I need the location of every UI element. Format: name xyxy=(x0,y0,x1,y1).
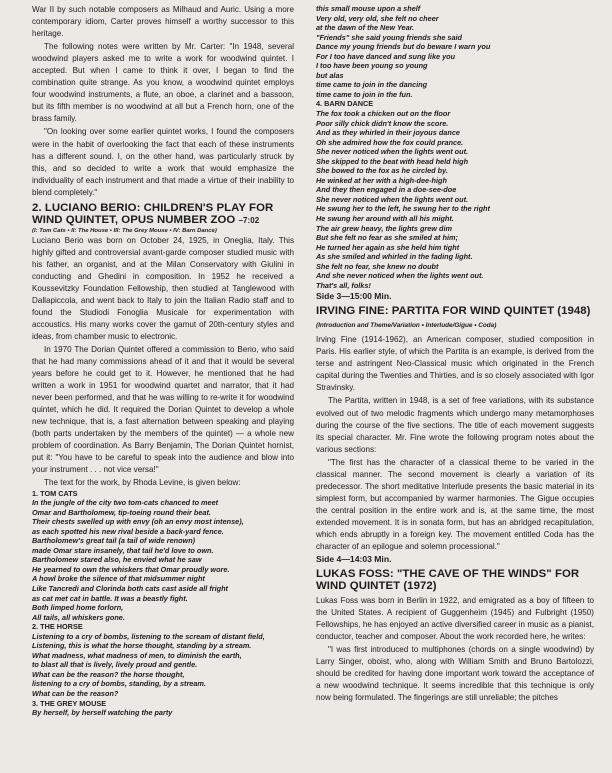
poem-line: as each spotted his new rival beside a back-yard fence. xyxy=(32,526,224,536)
poem-line: And as they whirled in their joyous dance xyxy=(316,128,460,138)
poem-line: She never noticed when the lights went out. xyxy=(316,147,469,157)
poem-line: He yearned to own the whiskers that Omar proudly wore. xyxy=(32,564,230,574)
heading-fine xyxy=(316,305,594,332)
poem-line: "Friends" she said young friends she said xyxy=(316,32,463,42)
paragraph-foss-quote: "I was first introduced to multiphones (chords on a single woodwind) by Larry Singer, oboist, who, along with William Smith and Bruno Bartolozzi, should be credited for having done important work toward the acceptance of a new woodwind technique. It seems incredible that this technique is only now being formulated. The fingerings are still unreliable; the pitches xyxy=(316,645,594,703)
poem-line: to blast all that is lively, lively proud and gentle. xyxy=(32,660,198,670)
poem-line: By herself, by herself watching the party xyxy=(32,708,173,718)
paragraph-berio-1970: In 1970 The Dorian Quintet offered a commission to Berio, who said that he had many commissions ahead of it and that it would be several years before he could get to it. However, he mentioned that he had written a work in 1951 for woodwind quartet and narrator, that it had never been performed, and that he was willing to re-write it for woodwind quintet, which he did. It required the Dorian Quintet to develop a whole new technique, that is, a fast alternation between speaking and playing (both parts undertaken by the members of the quintet) — a whole new problem of coordination. As Barry Benjamin, The Dorian Quintet hornist, put it: "You have to be careful to speak into the audience and blow into your instrument . . . not vice versa!" xyxy=(32,344,294,475)
side-3-label: Side 3—15:00 Min. xyxy=(316,291,392,302)
poem-line: as cat met cat in battle. It was a beastly fight. xyxy=(32,593,188,603)
poem-line: Like Tancredi and Clorinda both cats cast aside all fright xyxy=(32,584,228,594)
poem-line: Oh she admired how the fox could prance. xyxy=(316,137,464,147)
poem-line: Both limped home forlorn, xyxy=(32,603,124,613)
poem-line: She felt no fear, she knew no doubt xyxy=(316,261,439,271)
movements-berio: (I: Tom Cats • II: The House • III: The Grey Mouse • IV: Barn Dance) xyxy=(32,227,217,234)
left-column xyxy=(32,4,294,718)
poem-line: Their chests swelled up with envy (oh an envy most intense), xyxy=(32,517,244,527)
poem-line: Dance my young friends but do beware I warn you xyxy=(316,42,491,52)
paragraph-foss-born: Lukas Foss was born in Berlin in 1922, and emigrated as a boy of fifteen to the United States. A recipient of Guggenheim (1945) and Fulbright (1950) Fellowships, he has enjoyed an active diversified career in music as a pianist, conductor, teacher and composer. About the work recorded here, he writes: xyxy=(316,595,594,642)
poem-line: Bartholomew's great tail (a tail of wide renown) xyxy=(32,536,196,546)
poem-line: In the jungle of the city two tom-cats chanced to meet xyxy=(32,498,219,508)
poem-section-heading: 1. TOM CATS xyxy=(32,488,78,498)
poem-line: And she never noticed when the lights went out. xyxy=(316,271,484,281)
poem-line: Listening to a cry of bombs, listening to the scream of distant field, xyxy=(32,631,265,641)
poem-line: Poor silly chick didn't know the score. xyxy=(316,118,449,128)
poem-text-left xyxy=(32,489,294,718)
poem-line: Very old, very old, she felt no cheer xyxy=(316,13,439,23)
paragraph-berio-born: Luciano Berio was born on October 24, 1925, in Oneglia, Italy. This highly gifted and controversial avant-garde composer studied music with his father, an organist, and at the Milan Conservatory with Giulini in conducting and Ghedini in composition. In 1952 he received a Koussevitzky Foundation Fellowship, then studied at Tanglewood with Dallapiccola, and went back to Italy to join the Italian Radio staff and to found the Studiodi Fonoglia Musicale for experimentation with accoustics. His many works cover the gamut of 20th-century styles and ideas, from chamber music to electronic. xyxy=(32,235,294,341)
paragraph-carter-looking: "On looking over some earlier quintet works, I found the composers were in the habit of overlooking the fact that each of these instruments has a different sound. I, on the other hand, was particularly struck by this, and so decided to write a work that would emphasize the individuality of each instrument and that made a virtue of their inability to blend completely." xyxy=(32,127,294,197)
poem-line: She bowed to the fox as he circled by. xyxy=(316,166,448,176)
poem-line: She skipped to the beat with head held high xyxy=(316,156,469,166)
paragraph-fine-born: Irving Fine (1914-1962), an American composer, studied composition in Paris. His earlier style, of which the Partita is an example, is derived from the terse and astringent Neo-Classical music which originated in the French capital during the Twenties and Thirties, and is so closely associated with Igor Stravinsky. xyxy=(316,335,594,393)
poem-line: What madness, what madness of men, to diminish the earth, xyxy=(32,650,242,660)
poem-line: this small mouse upon a shelf xyxy=(316,4,421,13)
poem-line: And they then engaged in a doe-see-doe xyxy=(316,185,457,195)
poem-line: He swung her around with all his might. xyxy=(316,214,454,224)
poem-line: but alas xyxy=(316,70,344,80)
poem-line: listening to a cry of bombs, standing, by a stream. xyxy=(32,679,206,689)
poem-line: Bartholomew stared also, he envied what he saw xyxy=(32,555,202,565)
poem-line: As she smiled and whirled in the fading light. xyxy=(316,252,473,262)
paragraph-carter-notes: The following notes were written by Mr. Carter: "In 1948, several woodwind players asked me to write a work for woodwind quintet. I accepted. But when I came to think it over, I began to find the combination quite strange. As you know, a woodwind quintet employs four woodwind instruments, a flute, an oboe, a clarinet and a bassoon, but its fifth member is no woodwind at all but a French horn, one of the brass family. xyxy=(32,42,294,124)
poem-line: A howl broke the silence of that midsummer night xyxy=(32,574,205,584)
heading-foss: LUKAS FOSS: "THE CAVE OF THE WINDS" FOR WIND QUINTET (1972) xyxy=(316,568,580,593)
poem-line: time came to join in the dancing xyxy=(316,80,428,90)
paragraph-fine-partita: The Partita, written in 1948, is a set of free variations, with its substance evolved out of two melodic fragments which undergo many metamorphoses during the course of the five sections. The title of each movement suggests its special character. Mr. Fine wrote the following program notes about the various sections: xyxy=(316,396,594,454)
poem-section-heading: 2. THE HORSE xyxy=(32,622,83,632)
poem-line: He winked at her with a high-dee-high xyxy=(316,175,447,185)
heading-berio-title: 2. LUCIANO BERIO: CHILDREN'S PLAY FOR WIND QUINTET, OPUS NUMBER ZOO xyxy=(32,201,274,227)
movements-fine: (Introduction and Theme/Variation • Interlude/Gigue • Coda) xyxy=(316,321,497,329)
heading-fine-title: IRVING FINE: PARTITA FOR WIND QUINTET (1948) xyxy=(316,305,591,318)
poem-line: He swung her to the left, he swung her to the right xyxy=(316,204,490,214)
heading-berio-time: –7:02 xyxy=(238,216,260,226)
poem-line: What can be the reason? xyxy=(32,689,119,699)
paragraph-intro: War II by such notable composers as Milhaud and Auric. Using a more contemporary idiom, Carter proves himself a worthy successor to this heritage. xyxy=(32,5,294,39)
poem-line: Listening, this is what the horse thought, standing by a stream. xyxy=(32,641,252,651)
poem-section-heading: 3. THE GREY MOUSE xyxy=(32,698,107,708)
poem-line: But she felt no fear as she smiled at him; xyxy=(316,233,458,243)
poem-line: For I too have danced and sung like you xyxy=(316,51,456,61)
poem-text-right xyxy=(316,4,594,290)
poem-line: What can be the reason? the horse thought, xyxy=(32,669,185,679)
paragraph-text-intro: The text for the work, by Rhoda Levine, is given below: xyxy=(44,477,241,487)
paragraph-fine-quote: "The first has the character of a classical theme to be varied in the classical manner. The second movement is clearly a variation of its predecessor. The short meditative Interlude presents the basic material in its simplest form, but accompanied by warmer harmonies. The Gigue occupies the central position in the entire work and is, at the same time, the most extended movement. It is in sonata form, but has an abridged recapitulation, which ends abruptly in a foreign key. The movement entitled Coda has the character of an epilogue and solemn processional." xyxy=(316,457,594,552)
side-4-label: Side 4—14:03 Min. xyxy=(316,554,392,565)
poem-line: made Omar stare insanely, that tail he'd love to own. xyxy=(32,545,214,555)
poem-line: He turned her again as she held him tight xyxy=(316,242,460,252)
poem-line: time came to join in the fun. xyxy=(316,89,413,99)
poem-line: She never noticed when the lights went out. xyxy=(316,194,469,204)
poem-line: Omar and Bartholomew, tip-toeing round their beat. xyxy=(32,507,211,517)
poem-line: All tails, all whiskers gone. xyxy=(32,612,125,622)
poem-line: I too have been young so young xyxy=(316,61,428,71)
heading-berio xyxy=(32,202,294,228)
poem-line: That's all, folks! xyxy=(316,280,371,290)
right-column xyxy=(316,4,594,704)
poem-line: The air grew heavy, the lights grew dim xyxy=(316,223,452,233)
poem-section-heading: 4. BARN DANCE xyxy=(316,99,374,109)
poem-line: at the dawn of the New Year. xyxy=(316,23,415,33)
poem-line: The fox took a chicken out on the floor xyxy=(316,109,451,119)
